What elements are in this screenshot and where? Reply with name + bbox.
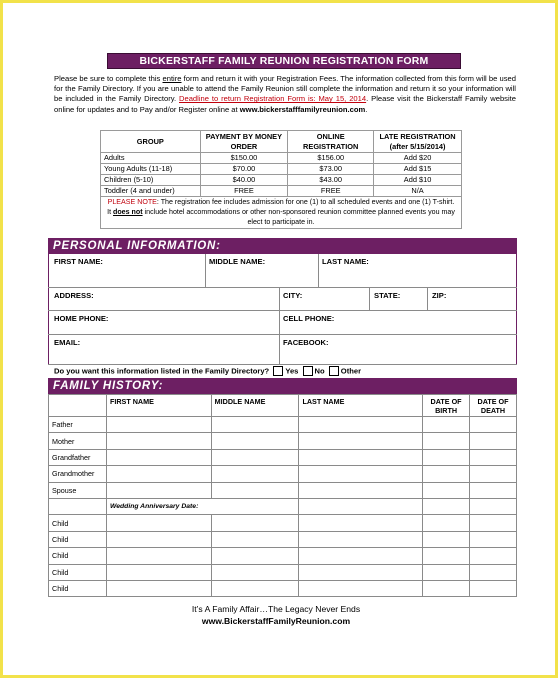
- relation-label: Father: [49, 417, 107, 433]
- last-name-cell[interactable]: [299, 548, 423, 564]
- note-label: PLEASE NOTE: [107, 198, 157, 206]
- dob-cell[interactable]: [423, 548, 470, 564]
- last-name-cell[interactable]: [299, 449, 423, 465]
- fee-online: $43.00: [288, 175, 374, 186]
- middle-name-field[interactable]: MIDDLE NAME:: [209, 257, 266, 266]
- fee-group: Young Adults (11-18): [101, 164, 201, 175]
- relation-label: Child: [49, 548, 107, 564]
- dob-cell[interactable]: [423, 417, 470, 433]
- first-name-cell[interactable]: [106, 482, 211, 498]
- fee-group: Children (5-10): [101, 175, 201, 186]
- state-field[interactable]: STATE:: [374, 291, 401, 300]
- yes-checkbox[interactable]: [273, 366, 283, 376]
- other-label: Other: [340, 366, 362, 376]
- fee-late: Add $20: [374, 153, 462, 164]
- table-row: [49, 449, 517, 465]
- relation-label: Grandfather: [49, 449, 107, 465]
- personal-info-section: [48, 254, 517, 364]
- last-name-cell[interactable]: [299, 564, 423, 580]
- col-first-name: FIRST NAME: [106, 395, 211, 417]
- header-online: ONLINE REGISTRATION: [288, 131, 374, 153]
- col-date-of-birth: DATE OF BIRTH: [423, 395, 470, 417]
- first-name-cell[interactable]: [106, 580, 211, 596]
- fee-table: [100, 130, 462, 229]
- intro-paragraph: Please be sure to complete this entire form and return it with your Registration Fees. The information collected from this form will be used for the Family Directory. If you are unable to attend the Family Reunion still complete the information and return it so your information will be included in the Family Directory. Deadline to return Registration Form is: May 15, 2014. Please visit the Bickerstaff Family website online for updates and to Pay and/or Register online at www.bickerstafffamilyreunion.com.: [54, 74, 517, 114]
- middle-name-cell[interactable]: [211, 417, 299, 433]
- last-name-cell[interactable]: [299, 531, 423, 547]
- first-name-cell[interactable]: [106, 531, 211, 547]
- col-middle-name: MIDDLE NAME: [211, 395, 299, 417]
- table-row: [49, 531, 517, 547]
- dod-cell[interactable]: [470, 433, 517, 449]
- city-field[interactable]: CITY:: [283, 291, 303, 300]
- middle-name-cell[interactable]: [211, 531, 299, 547]
- dob-cell[interactable]: [423, 515, 470, 531]
- no-label: No: [314, 366, 325, 376]
- home-phone-field[interactable]: HOME PHONE:: [54, 314, 109, 323]
- family-header-row: [49, 395, 517, 417]
- fee-money-order: $150.00: [200, 153, 288, 164]
- last-name-cell[interactable]: [299, 417, 423, 433]
- fee-note-row: [101, 197, 462, 229]
- table-row: [49, 515, 517, 531]
- relation-label: Mother: [49, 433, 107, 449]
- directory-question-row: [54, 366, 361, 376]
- family-history-heading: FAMILY HISTORY:: [48, 378, 517, 394]
- header-late: LATE REGISTRATION (after 5/15/2014): [374, 131, 462, 153]
- col-date-of-death: DATE OF DEATH: [470, 395, 517, 417]
- fee-online: FREE: [288, 186, 374, 197]
- fee-row: [101, 186, 462, 197]
- middle-name-cell[interactable]: [211, 482, 299, 498]
- fee-group: Toddler (4 and under): [101, 186, 201, 197]
- footer-slogan: It’s A Family Affair…The Legacy Never Ends: [191, 604, 361, 614]
- table-row: [49, 580, 517, 596]
- intro-emphasis: entire: [162, 74, 182, 83]
- middle-name-cell[interactable]: [211, 466, 299, 482]
- other-checkbox[interactable]: [329, 366, 339, 376]
- last-name-cell[interactable]: [299, 515, 423, 531]
- table-row: [49, 417, 517, 433]
- dob-cell[interactable]: [423, 564, 470, 580]
- middle-name-cell[interactable]: [211, 548, 299, 564]
- wedding-anniversary-field[interactable]: Wedding Anniversary Date:: [106, 498, 299, 514]
- table-row: [49, 433, 517, 449]
- facebook-field[interactable]: FACEBOOK:: [283, 338, 329, 347]
- fee-money-order: $70.00: [200, 164, 288, 175]
- last-name-cell[interactable]: [299, 466, 423, 482]
- header-group: GROUP: [101, 131, 201, 153]
- dod-cell[interactable]: [470, 482, 517, 498]
- footer-website[interactable]: www.BickerstaffFamilyReunion.com: [201, 616, 351, 626]
- dod-cell[interactable]: [470, 449, 517, 465]
- last-name-cell[interactable]: [299, 482, 423, 498]
- dod-cell[interactable]: [470, 466, 517, 482]
- fee-late: N/A: [374, 186, 462, 197]
- fee-row: [101, 164, 462, 175]
- last-name-cell[interactable]: [299, 580, 423, 596]
- address-field[interactable]: ADDRESS:: [54, 291, 94, 300]
- dob-cell[interactable]: [423, 482, 470, 498]
- dob-cell[interactable]: [423, 449, 470, 465]
- first-name-cell[interactable]: [106, 417, 211, 433]
- table-row: [49, 482, 517, 498]
- last-name-cell[interactable]: [299, 433, 423, 449]
- website-link[interactable]: www.bickerstafffamilyreunion.com: [239, 104, 366, 114]
- dod-cell[interactable]: [470, 531, 517, 547]
- fee-money-order: $40.00: [200, 175, 288, 186]
- dob-cell[interactable]: [423, 580, 470, 596]
- table-row: [49, 548, 517, 564]
- cell-phone-field[interactable]: CELL PHONE:: [283, 314, 335, 323]
- fee-row: [101, 175, 462, 186]
- fee-late: Add $10: [374, 175, 462, 186]
- footer: [0, 603, 552, 627]
- personal-info-heading: PERSONAL INFORMATION:: [48, 238, 517, 254]
- fee-note: PLEASE NOTE: The registration fee includes admission for one (1) to all scheduled events and one (1) T-shirt. It does not include hotel accommodations or other non-sponsored reunion committee planned events you may elect to participate in.: [101, 197, 462, 229]
- fee-online: $73.00: [288, 164, 374, 175]
- fee-online: $156.00: [288, 153, 374, 164]
- dod-cell[interactable]: [470, 564, 517, 580]
- directory-question: Do you want this information listed in the Family Directory?: [54, 366, 270, 376]
- first-name-cell[interactable]: [106, 515, 211, 531]
- dod-cell[interactable]: [470, 417, 517, 433]
- middle-name-cell[interactable]: [211, 580, 299, 596]
- table-row: [49, 564, 517, 580]
- relation-label: Child: [49, 515, 107, 531]
- zip-field[interactable]: ZIP:: [432, 291, 447, 300]
- fee-group: Adults: [101, 153, 201, 164]
- dod-cell[interactable]: [470, 548, 517, 564]
- col-last-name: LAST NAME: [299, 395, 423, 417]
- relation-label: Child: [49, 580, 107, 596]
- yes-label: Yes: [285, 366, 299, 376]
- form-title: BICKERSTAFF FAMILY REUNION REGISTRATION FORM: [107, 53, 461, 69]
- dob-cell[interactable]: [423, 531, 470, 547]
- first-name-cell[interactable]: [106, 466, 211, 482]
- family-history-table: [48, 394, 517, 597]
- middle-name-cell[interactable]: [211, 515, 299, 531]
- relation-label: Grandmother: [49, 466, 107, 482]
- wedding-row: [49, 498, 517, 514]
- deadline-text: Deadline to return Registration Form is: May 15, 2014: [179, 94, 367, 104]
- middle-name-cell[interactable]: [211, 449, 299, 465]
- dob-cell[interactable]: [423, 466, 470, 482]
- first-name-field[interactable]: FIRST NAME:: [54, 257, 103, 266]
- header-money-order: PAYMENT BY MONEY ORDER: [200, 131, 288, 153]
- relation-label: Child: [49, 564, 107, 580]
- note-emphasis: does not: [113, 207, 143, 216]
- no-checkbox[interactable]: [303, 366, 313, 376]
- fee-row: [101, 153, 462, 164]
- fee-table-header: [101, 131, 462, 153]
- fee-late: Add $15: [374, 164, 462, 175]
- middle-name-cell[interactable]: [211, 433, 299, 449]
- table-row: [49, 466, 517, 482]
- fee-money-order: FREE: [200, 186, 288, 197]
- dod-cell[interactable]: [470, 515, 517, 531]
- first-name-cell[interactable]: [106, 564, 211, 580]
- last-name-field[interactable]: LAST NAME:: [322, 257, 369, 266]
- dob-cell[interactable]: [423, 433, 470, 449]
- middle-name-cell[interactable]: [211, 564, 299, 580]
- first-name-cell[interactable]: [106, 548, 211, 564]
- dod-cell[interactable]: [470, 580, 517, 596]
- email-field[interactable]: EMAIL:: [54, 338, 81, 347]
- relation-label: Spouse: [49, 482, 107, 498]
- relation-label: Child: [49, 531, 107, 547]
- first-name-cell[interactable]: [106, 449, 211, 465]
- first-name-cell[interactable]: [106, 433, 211, 449]
